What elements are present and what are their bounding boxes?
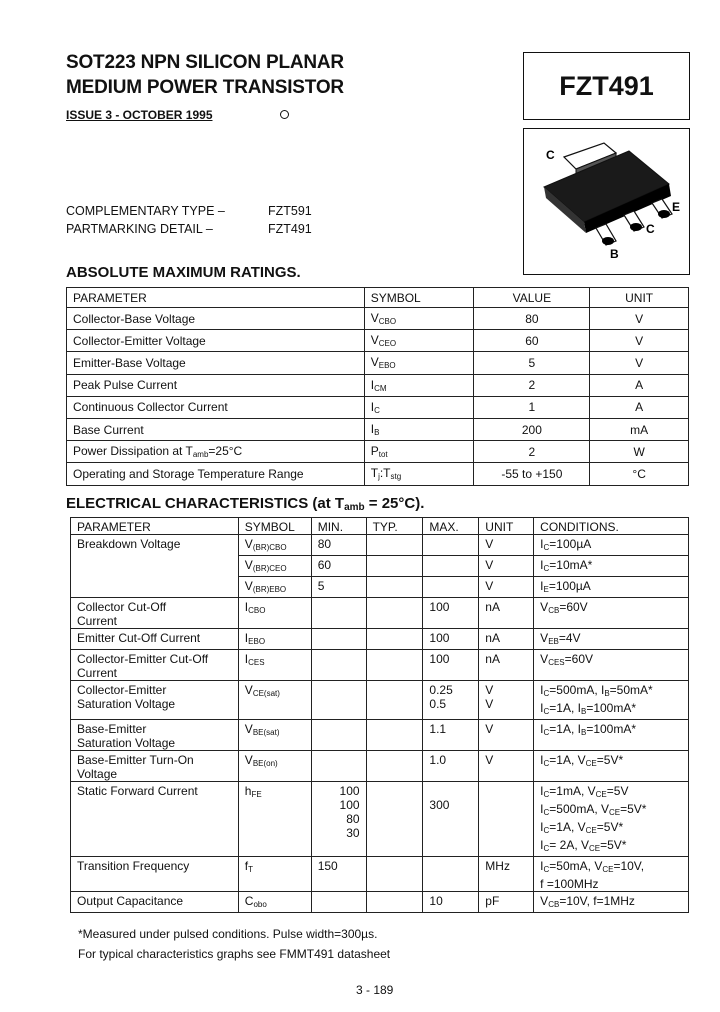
conditions-cell: $I_C=10mA*$ (534, 556, 689, 577)
unit-cell: V (479, 535, 534, 556)
typ-cell (366, 535, 423, 556)
partmarking-value: FZT491 (268, 222, 312, 236)
max-cell: 100 (423, 598, 479, 629)
max-cell: 100 (423, 629, 479, 650)
unit-cell: MHz (479, 857, 534, 892)
value-cell: 5 (474, 352, 590, 374)
value-cell: 60 (474, 330, 590, 352)
param-cell: Collector-Emitter Voltage (67, 330, 365, 352)
col-header: VALUE (474, 288, 590, 308)
title-line-1: SOT223 NPN SILICON PLANAR (66, 52, 344, 73)
max-cell: 0.25 0.5 (423, 681, 479, 720)
unit-cell: W (590, 441, 689, 463)
table-row (67, 441, 689, 463)
value-cell: -55 to +150 (474, 463, 590, 485)
conditions-cell: $I_C=1A$, $I_B=100mA*$ (534, 720, 689, 751)
table-row (71, 892, 689, 913)
issue-label: ISSUE 3 - OCTOBER 1995 (66, 108, 213, 122)
param-cell: Continuous Collector Current (67, 396, 365, 418)
pin-c-label: C (646, 222, 655, 236)
table-row (67, 418, 689, 440)
param-cell: Peak Pulse Current (67, 374, 365, 396)
page-title (66, 50, 344, 100)
table-row (67, 330, 689, 352)
symbol-cell: $I_{CES}$ (238, 650, 311, 681)
symbol-cell: $V_{BE(sat)}$ (238, 720, 311, 751)
col-header: CONDITIONS. (534, 518, 689, 535)
symbol-cell: $V_{CE(sat)}$ (238, 681, 311, 720)
max-cell: 100 (423, 650, 479, 681)
unit-cell: A (590, 374, 689, 396)
param-cell: Base Current (67, 418, 365, 440)
param-cell: Static Forward Current (71, 782, 239, 857)
table-row (71, 629, 689, 650)
table-row (71, 535, 689, 556)
symbol-cell: $I_{EBO}$ (238, 629, 311, 650)
typ-cell (366, 782, 423, 857)
typ-cell (366, 720, 423, 751)
table-row (71, 720, 689, 751)
pin-b-label: B (610, 247, 619, 261)
col-header: SYMBOL (238, 518, 311, 535)
min-cell (311, 598, 366, 629)
sot223-package-icon (524, 129, 689, 274)
unit-cell (479, 782, 534, 857)
symbol-cell: $V_{CBO}$ (364, 308, 474, 330)
table-row (67, 308, 689, 330)
symbol-cell: $I_{CBO}$ (238, 598, 311, 629)
table-row (71, 650, 689, 681)
max-cell (423, 577, 479, 598)
symbol-cell: $h_{FE}$ (238, 782, 311, 857)
elec-heading: ELECTRICAL CHARACTERISTICS (at $T_{amb} = 25^\circ C$). (66, 495, 425, 513)
symbol-cell: $I_C$ (364, 396, 474, 418)
col-header: UNIT (590, 288, 689, 308)
table-header-row (67, 288, 689, 308)
conditions-cell: $V_{CB}=10V$, f=1MHz (534, 892, 689, 913)
typ-cell (366, 650, 423, 681)
min-cell (311, 629, 366, 650)
unit-cell: pF (479, 892, 534, 913)
unit-cell: A (590, 396, 689, 418)
param-cell: Power Dissipation at $T_{amb}=25^\circ C$ (67, 441, 365, 463)
col-header: SYMBOL (364, 288, 474, 308)
footnote-pulsed: *Measured under pulsed conditions. Pulse width=300µs. (78, 927, 378, 941)
typ-cell (366, 629, 423, 650)
param-cell: Emitter Cut-Off Current (71, 629, 239, 650)
max-cell: 300 (423, 782, 479, 857)
max-cell: 1.0 (423, 751, 479, 782)
table-row (71, 681, 689, 720)
symbol-cell: $V_{(BR)CEO}$ (238, 556, 311, 577)
symbol-cell: $V_{(BR)CBO}$ (238, 535, 311, 556)
value-cell: 2 (474, 374, 590, 396)
symbol-cell: $V_{EBO}$ (364, 352, 474, 374)
table-row (67, 463, 689, 485)
title-line-2: MEDIUM POWER TRANSISTOR (66, 77, 344, 98)
typ-cell (366, 857, 423, 892)
table-header-row (71, 518, 689, 535)
typ-cell (366, 892, 423, 913)
min-cell: 100 100 80 30 (311, 782, 366, 857)
symbol-cell: $V_{CEO}$ (364, 330, 474, 352)
table-row (67, 374, 689, 396)
max-cell (423, 556, 479, 577)
conditions-cell: $I_C=500mA$, $I_B=50mA*$ $I_C=1A$, $I_B=100mA*$ (534, 681, 689, 720)
param-cell: Output Capacitance (71, 892, 239, 913)
value-cell: 80 (474, 308, 590, 330)
max-cell (423, 535, 479, 556)
param-cell: Base-Emitter Turn-On Voltage (71, 751, 239, 782)
table-row (71, 751, 689, 782)
min-cell (311, 681, 366, 720)
param-cell: Collector-Emitter Cut-Off Current (71, 650, 239, 681)
min-cell (311, 650, 366, 681)
unit-cell: nA (479, 650, 534, 681)
param-cell: Collector-Base Voltage (67, 308, 365, 330)
conditions-cell: $I_C=100\mu A$ (534, 535, 689, 556)
min-cell: 5 (311, 577, 366, 598)
absolute-max-ratings-table (66, 287, 689, 486)
col-header: PARAMETER (71, 518, 239, 535)
symbol-cell: $P_{tot}$ (364, 441, 474, 463)
unit-cell: mA (590, 418, 689, 440)
typ-cell (366, 598, 423, 629)
symbol-cell: $V_{(BR)EBO}$ (238, 577, 311, 598)
complementary-type-value: FZT591 (268, 204, 312, 218)
symbol-cell: $I_B$ (364, 418, 474, 440)
param-cell: Operating and Storage Temperature Range (67, 463, 365, 485)
param-cell: Emitter-Base Voltage (67, 352, 365, 374)
unit-cell: nA (479, 598, 534, 629)
value-cell: 200 (474, 418, 590, 440)
typ-cell (366, 681, 423, 720)
symbol-cell: $f_T$ (238, 857, 311, 892)
typ-cell (366, 577, 423, 598)
param-cell: Collector Cut-Off Current (71, 598, 239, 629)
col-header: UNIT (479, 518, 534, 535)
max-cell: 1.1 (423, 720, 479, 751)
col-header: TYP. (366, 518, 423, 535)
max-cell: 10 (423, 892, 479, 913)
conditions-cell: $V_{CB}=60V$ (534, 598, 689, 629)
table-row (71, 857, 689, 892)
partmarking-label: PARTMARKING DETAIL – (66, 222, 213, 236)
param-cell: Base-Emitter Saturation Voltage (71, 720, 239, 751)
circle-icon (280, 110, 289, 119)
unit-cell: nA (479, 629, 534, 650)
page-number: 3 - 189 (356, 983, 394, 997)
col-header: MIN. (311, 518, 366, 535)
typ-cell (366, 751, 423, 782)
value-cell: 2 (474, 441, 590, 463)
pin-c-top-label: C (546, 148, 555, 162)
amr-heading: ABSOLUTE MAXIMUM RATINGS. (66, 264, 301, 281)
min-cell: 60 (311, 556, 366, 577)
pin-e-label: E (672, 200, 681, 214)
min-cell (311, 751, 366, 782)
param-cell: Collector-Emitter Saturation Voltage (71, 681, 239, 720)
unit-cell: V V (479, 681, 534, 720)
electrical-characteristics-table (70, 517, 689, 913)
param-cell: Breakdown Voltage (71, 535, 239, 598)
unit-cell: V (590, 352, 689, 374)
min-cell: 150 (311, 857, 366, 892)
col-header: MAX. (423, 518, 479, 535)
min-cell (311, 892, 366, 913)
conditions-cell: $I_C=50mA$, $V_{CE}=10V$, f =100MHz (534, 857, 689, 892)
unit-cell: V (479, 556, 534, 577)
symbol-cell: $V_{BE(on)}$ (238, 751, 311, 782)
min-cell (311, 720, 366, 751)
unit-cell: V (479, 577, 534, 598)
symbol-cell: $C_{obo}$ (238, 892, 311, 913)
param-cell: Transition Frequency (71, 857, 239, 892)
part-number: FZT491 (559, 70, 654, 101)
typ-cell (366, 556, 423, 577)
value-cell: 1 (474, 396, 590, 418)
conditions-cell: $I_C=1mA$, $V_{CE}=5V$ $I_C=500mA$, $V_{CE}=5V*$ $I_C=1A$, $V_{CE}=5V*$ $I_C= 2A$, $V_{CE}=5V*$ (534, 782, 689, 857)
symbol-cell: $I_{CM}$ (364, 374, 474, 396)
table-row (71, 598, 689, 629)
conditions-cell: $V_{EB}=4V$ (534, 629, 689, 650)
conditions-cell: $V_{CES}=60V$ (534, 650, 689, 681)
unit-cell: V (590, 330, 689, 352)
footnote-graphs: For typical characteristics graphs see FMMT491 datasheet (78, 947, 391, 961)
table-row (67, 396, 689, 418)
conditions-cell: $I_E=100\mu A$ (534, 577, 689, 598)
min-cell: 80 (311, 535, 366, 556)
table-row (71, 782, 689, 857)
table-row (67, 352, 689, 374)
conditions-cell: $I_C=1A$, $V_{CE}=5V*$ (534, 751, 689, 782)
unit-cell: V (479, 720, 534, 751)
unit-cell: °C (590, 463, 689, 485)
part-number-box (523, 52, 690, 120)
unit-cell: V (590, 308, 689, 330)
unit-cell: V (479, 751, 534, 782)
symbol-cell: $T_j:T_{stg}$ (364, 463, 474, 485)
package-drawing (523, 128, 690, 275)
complementary-type-label: COMPLEMENTARY TYPE – (66, 204, 225, 218)
max-cell (423, 857, 479, 892)
col-header: PARAMETER (67, 288, 365, 308)
